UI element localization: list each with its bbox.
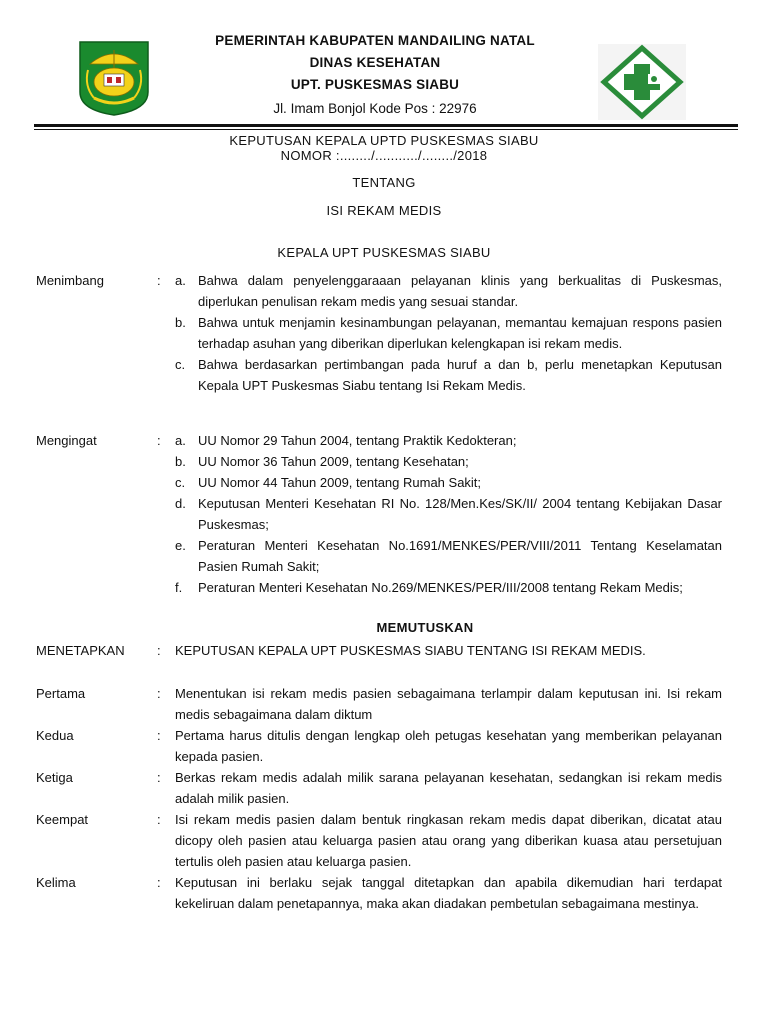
menimbang-label: Menimbang	[36, 273, 104, 288]
ketiga-label: Ketiga	[36, 770, 73, 785]
menetapkan-colon: :	[157, 643, 161, 658]
kelima-colon: :	[157, 875, 161, 890]
kelima-text: Keputusan ini berlaku sejak tanggal ditetapkan dan apabila dikemudian hari terdapat kekeliruan dalam penetapannya, maka akan diadakan pembetulan sebagaimana mestinya.	[175, 875, 722, 911]
kedua-label: Kedua	[36, 728, 74, 743]
pertama-label: Pertama	[36, 686, 86, 701]
memutuskan-heading: MEMUTUSKAN	[376, 620, 474, 635]
decree-issuer: KEPALA UPT PUSKESMAS SIABU	[277, 245, 491, 260]
decree-subject: ISI REKAM MEDIS	[326, 203, 442, 218]
decree-number: NOMOR :......../.........../......../2018	[280, 148, 488, 163]
letterhead-line-1: PEMERINTAH KABUPATEN MANDAILING NATAL	[215, 33, 535, 48]
list-marker: f.	[175, 580, 183, 595]
kedua-colon: :	[157, 728, 161, 743]
list-item	[175, 535, 722, 577]
keempat-colon: :	[157, 812, 161, 827]
list-marker: d.	[175, 496, 186, 511]
list-item-text: Bahwa untuk menjamin kesinambungan pelayanan, memantau kemajuan respons pasien terhadap asuhan yang diberikan diperlukan kelengkapan isi rekam medis.	[198, 315, 722, 351]
letterhead-address: Jl. Imam Bonjol Kode Pos : 22976	[273, 101, 477, 116]
keempat-label: Keempat	[36, 812, 89, 827]
list-marker: c.	[175, 357, 186, 372]
kelima-label: Kelima	[36, 875, 76, 890]
list-item-text: Peraturan Menteri Kesehatan No.269/MENKES/PER/III/2008 tentang Rekam Medis;	[198, 580, 683, 595]
list-item-text: Bahwa dalam penyelenggaraaan pelayanan klinis yang berkualitas di Puskesmas, diperlukan penulisan rekam medis yang sesuai standar.	[198, 273, 722, 309]
list-marker: b.	[175, 454, 186, 469]
list-item-text: UU Nomor 36 Tahun 2009, tentang Kesehatan;	[198, 454, 469, 469]
list-item	[175, 451, 722, 472]
menimbang-colon: :	[157, 273, 161, 288]
list-marker: e.	[175, 538, 186, 553]
list-marker: c.	[175, 475, 186, 490]
letterhead	[160, 30, 590, 120]
header-rule-thin	[34, 129, 738, 130]
list-marker: b.	[175, 315, 186, 330]
mengingat-label: Mengingat	[36, 433, 97, 448]
ketiga-colon: :	[157, 770, 161, 785]
list-item	[175, 430, 722, 451]
list-item	[175, 270, 722, 312]
pertama-colon: :	[157, 686, 161, 701]
menetapkan-label: MENETAPKAN	[36, 643, 125, 658]
puskesmas-logo	[598, 44, 686, 120]
mengingat-list	[175, 430, 722, 598]
ketiga-text: Berkas rekam medis adalah milik sarana pelayanan kesehatan, sedangkan isi rekam medis adalah milik pasien.	[175, 770, 722, 806]
letterhead-line-2: DINAS KESEHATAN	[309, 55, 441, 70]
list-item-text: Peraturan Menteri Kesehatan No.1691/MENKES/PER/VIII/2011 Tentang Keselamatan Pasien Rumah Sakit;	[198, 538, 722, 574]
keempat-text: Isi rekam medis pasien dalam bentuk ringkasan rekam medis dapat diberikan, dicatat atau dicopy oleh pasien atau keluarga pasien atau orang yang diberikan kuasa atau persetujuan tertulis oleh pasien atau keluarga pasien.	[175, 812, 722, 869]
mengingat-colon: :	[157, 433, 161, 448]
list-marker: a.	[175, 273, 186, 288]
letterhead-line-3: UPT. PUSKESMAS SIABU	[290, 77, 460, 92]
menimbang-list	[175, 270, 722, 396]
decree-heading: KEPUTUSAN KEPALA UPTD PUSKESMAS SIABU	[229, 133, 539, 148]
list-item	[175, 354, 722, 396]
tentang-label: TENTANG	[352, 175, 416, 190]
regency-emblem-logo	[74, 40, 154, 116]
header-rule-thick	[34, 124, 738, 127]
pertama-text: Menentukan isi rekam medis pasien sebagaimana terlampir dalam keputusan ini. Isi rekam medis sebagaimana dalam diktum	[175, 686, 722, 722]
list-item-text: UU Nomor 29 Tahun 2004, tentang Praktik Kedokteran;	[198, 433, 517, 448]
list-item	[175, 493, 722, 535]
list-item	[175, 472, 722, 493]
decree-title	[0, 133, 768, 163]
list-item	[175, 577, 722, 598]
menetapkan-text: KEPUTUSAN KEPALA UPT PUSKESMAS SIABU TENTANG ISI REKAM MEDIS.	[175, 643, 646, 658]
list-item-text: Bahwa berdasarkan pertimbangan pada huruf a dan b, perlu menetapkan Keputusan Kepala UPT Puskesmas Siabu tentang Isi Rekam Medis.	[198, 357, 722, 393]
kedua-text: Pertama harus ditulis dengan lengkap oleh petugas kesehatan yang memberikan pelayanan kepada pasien.	[175, 728, 722, 764]
list-item-text: UU Nomor 44 Tahun 2009, tentang Rumah Sakit;	[198, 475, 482, 490]
list-item	[175, 312, 722, 354]
list-marker: a.	[175, 433, 186, 448]
list-item-text: Keputusan Menteri Kesehatan RI No. 128/Men.Kes/SK/II/ 2004 tentang Kebijakan Dasar Puskesmas;	[198, 496, 722, 532]
